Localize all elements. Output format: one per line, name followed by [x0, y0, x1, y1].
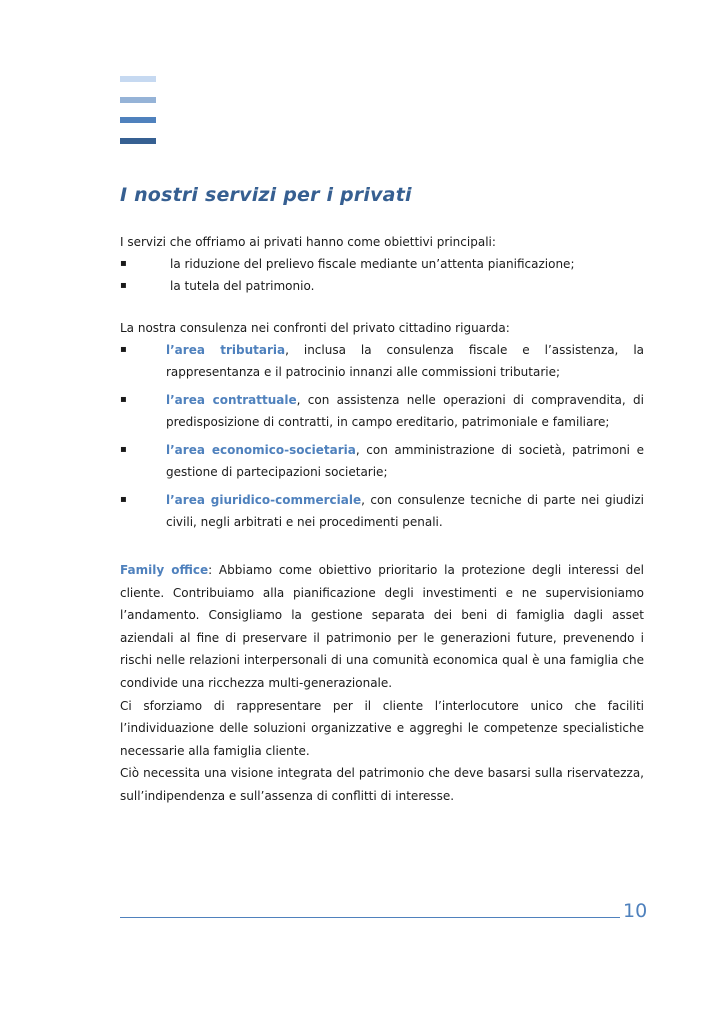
decor-bar [120, 138, 156, 144]
page-number: 10 [623, 900, 648, 922]
intro-text: I servizi che offriamo ai privati hanno come obiettivi principali: [120, 235, 496, 249]
consulting-intro: La nostra consulenza nei confronti del privato cittadino riguarda: [120, 321, 510, 335]
family-office-paragraph: Ciò necessita una visione integrata del patrimonio che deve basarsi sulla riservatezza, sull’indipendenza e sull’assenza di conflitti di interesse. [120, 766, 644, 803]
square-bullet-icon: ▪ [120, 344, 127, 355]
area-name: l’area contrattuale [166, 393, 297, 407]
page-title: I nostri servizi per i privati [120, 184, 412, 206]
family-office-section [120, 559, 644, 808]
objectives-list [120, 253, 644, 297]
list-item: ▪ l’area tributaria, inclusa la consulenza fiscale e l’assistenza, la rappresentanza e il patrocinio innanzi alle commissioni tributarie; [120, 339, 644, 383]
list-item: ▪ la riduzione del prelievo fiscale mediante un’attenta pianificazione; [120, 253, 644, 275]
area-name: l’area economico-societaria [166, 443, 356, 457]
decor-bar [120, 117, 156, 123]
list-item: ▪ l’area contrattuale, con assistenza nelle operazioni di compravendita, di predisposizione di contratti, in campo ereditario, patrimoniale e familiare; [120, 389, 644, 433]
square-bullet-icon: ▪ [120, 444, 127, 455]
square-bullet-icon: ▪ [120, 280, 127, 291]
family-office-label: Family office [120, 563, 209, 577]
decor-bar [120, 97, 156, 103]
square-bullet-icon: ▪ [120, 258, 127, 269]
list-item: ▪ l’area giuridico-commerciale, con consulenze tecniche di parte nei giudizi civili, negli arbitrati e nei procedimenti penali. [120, 489, 644, 533]
list-item: ▪ la tutela del patrimonio. [120, 275, 644, 297]
square-bullet-icon: ▪ [120, 494, 127, 505]
header-decoration [120, 76, 156, 158]
area-name: l’area tributaria [166, 343, 286, 357]
area-name: l’area giuridico-commerciale [166, 493, 362, 507]
main-content [120, 231, 644, 808]
family-office-paragraph: Family office: Abbiamo come obiettivo prioritario la protezione degli interessi del cliente. Contribuiamo alla pianificazione degli investimenti e ne supervisioniamo l’andamento. Consigliamo la gestione separata dei beni di famiglia dagli asset aziendali al fine di preservare il patrimonio per le generazioni future, prevenendo i rischi nelle relazioni interpersonali di una comunità economica qual è una famiglia che condivide una ricchezza multi-generazionale. [120, 563, 644, 690]
areas-list [120, 339, 644, 533]
square-bullet-icon: ▪ [120, 394, 127, 405]
decor-bar [120, 76, 156, 82]
list-item: ▪ l’area economico-societaria, con amministrazione di società, patrimoni e gestione di partecipazioni societarie; [120, 439, 644, 483]
footer-divider [120, 917, 620, 918]
family-office-paragraph: Ci sforziamo di rappresentare per il cliente l’interlocutore unico che faciliti l’individuazione delle soluzioni organizzative e aggreghi le competenze specialistiche necessarie alla famiglia cliente. [120, 698, 644, 758]
